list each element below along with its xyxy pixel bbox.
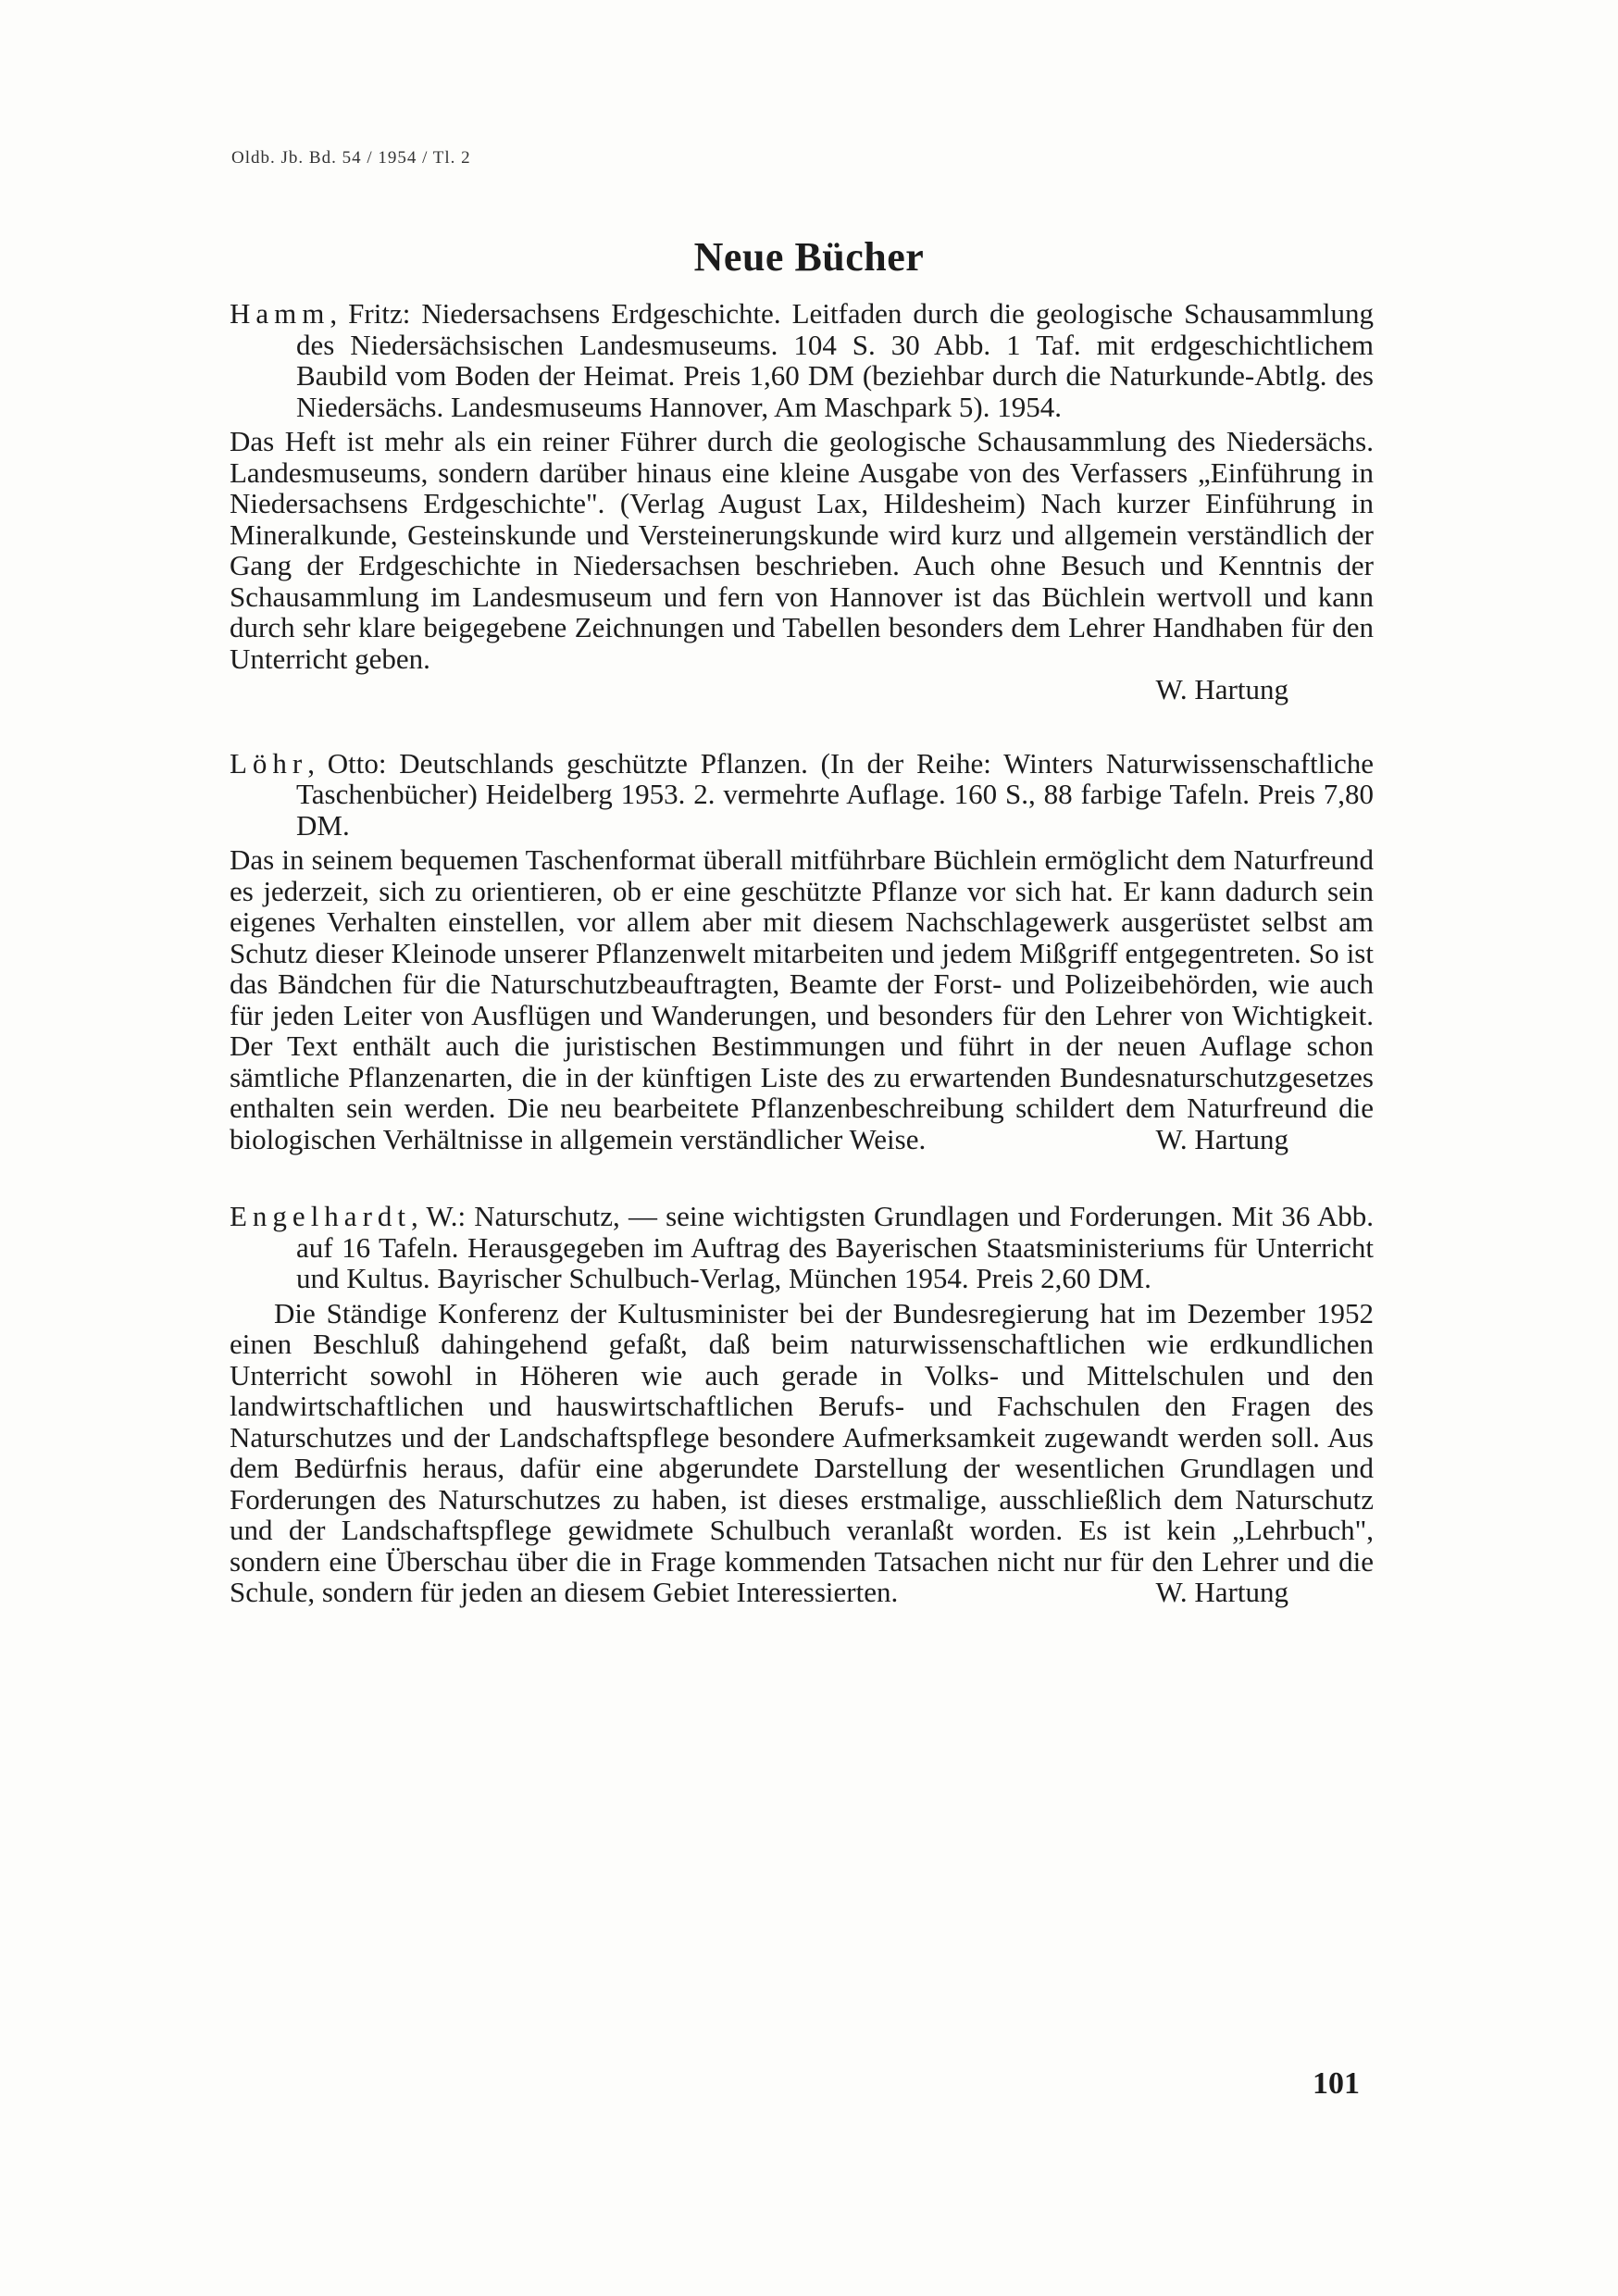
review-body — [230, 1298, 1374, 1608]
section-title: Neue Bücher — [693, 234, 925, 280]
review-entry-hamm — [230, 298, 1374, 705]
citation-text: , Fritz: Niedersachsens Erdgeschichte. Leitfaden durch die geologische Schausammlung des Niedersächsischen Landesmuseums. 104 S. 30 Abb. 1 Taf. mit erdgeschichtlichem Baubild vom Boden der Heimat. Preis 1,60 DM (beziehbar durch die Naturkunde-Abtlg. des Niedersächs. Landesmuseums Hannover, Am Maschpark 5). 1954. — [296, 297, 1374, 423]
review-citation — [230, 298, 1374, 422]
review-author: Löhr — [230, 746, 308, 780]
review-author: Hamm — [230, 297, 330, 330]
reviewer-name: W. Hartung — [1155, 673, 1288, 705]
review-body-text: Das in seinem bequemen Taschenformat überall mitführbare Büchlein ermöglicht dem Naturfreund es jederzeit, sich zu orientieren, ob er eine geschützte Pflanze vor sich hat. Er kann dadurch sein eigenes Verhalten einstellen, vor allem aber mit diesem Nachschlagewerk ausgerüstet selbst am Schutz dieser Kleinode unserer Pflanzenwelt mitarbeiten und jedem Mißgriff entgegentreten. So ist das Bändchen für die Naturschutzbeauftragten, Beamte der Forst- und Polizeibehörden, wie auch für jeden Leiter von Ausflügen und Wanderungen, und besonders für den Lehrer von Wichtigkeit. Der Text enthält auch die juristischen Bestimmungen und führt in der neuen Auflage schon sämtliche Pflanzenarten, die in der künftigen Liste des zu erwartenden Bundesnaturschutzgesetzes enthalten sein werden. Die neu bearbeitete Pflanzenbeschreibung schildert dem Naturfreund die biologischen Verhältnisse in allgemein verständlicher Weise. — [230, 843, 1374, 1155]
review-citation — [230, 1201, 1374, 1294]
review-body: Das Heft ist mehr als ein reiner Führer durch die geologische Schausammlung des Niedersächs. Landesmuseums, sondern darüber hinaus eine kleine Ausgabe von des Verfassers „Einführung in Niedersachsens Erdgeschichte". (Verlag August Lax, Hildesheim) Nach kurzer Einführung in Mineralkunde, Gesteinskunde und Versteinerungskunde wird kurz und allgemein verständlich der Gang der Erdgeschichte in Niedersachsen beschrieben. Auch ohne Besuch und Kenntnis der Schausammlung im Landesmuseum und fern von Hannover ist das Büchlein wertvoll und kann durch sehr klare beigegebene Zeichnungen und Tabellen besonders dem Lehrer Handhaben für den Unterricht geben. — [230, 425, 1374, 675]
reviews-column — [230, 298, 1374, 1608]
citation-text: , Otto: Deutschlands geschützte Pflanzen. (In der Reihe: Winters Naturwissenschaftliche Taschenbücher) Heidelberg 1953. 2. vermehrte Auflage. 160 S., 88 farbige Tafeln. Preis 7,80 DM. — [296, 746, 1374, 842]
review-entry-loehr — [230, 748, 1374, 1155]
entry-spacer — [230, 1154, 1374, 1201]
review-citation — [230, 748, 1374, 842]
page-number: 101 — [1313, 2066, 1360, 2101]
reviewer-name: W. Hartung — [1155, 1122, 1288, 1155]
entry-spacer — [230, 705, 1374, 748]
reviewer-name: W. Hartung — [1155, 1576, 1288, 1608]
running-header: Oldb. Jb. Bd. 54 / 1954 / Tl. 2 — [231, 148, 471, 168]
citation-text: , W.: Naturschutz, — seine wichtigsten Grundlagen und Forderungen. Mit 36 Abb. auf 16 Tafeln. Herausgegeben im Auftrag des Bayerischen Staatsministeriums für Unterricht und Kultus. Bayrischer Schulbuch-Verlag, München 1954. Preis 2,60 DM. — [296, 1200, 1374, 1294]
review-body-text: Die Ständige Konferenz der Kultusminister bei der Bundesregierung hat im Dezember 1952 einen Beschluß dahingehend gefaßt, daß beim naturwissenschaftlichen wie erdkundlichen Unterricht sowohl in Höheren wie auch gerade in Volks- und Mittelschulen und den landwirtschaftlichen und hauswirtschaftlichen Berufs- und Fachschulen den Fragen des Naturschutzes und der Landschaftspflege besondere Aufmerksamkeit zugewandt werden soll. Aus dem Bedürfnis heraus, dafür eine abgerundete Darstellung der wesentlichen Grundlagen und Forderungen des Naturschutzes zu haben, ist dieses erstmalige, ausschließlich dem Naturschutz und der Landschaftspflege gewidmete Schulbuch veranlaßt worden. Es ist kein „Lehrbuch", sondern eine Überschau über die in Frage kommenden Tatsachen nicht nur für den Lehrer und die Schule, sondern für jeden an diesem Gebiet Interessierten. — [230, 1296, 1374, 1608]
review-author: Engelhardt — [230, 1200, 412, 1232]
review-entry-engelhardt — [230, 1201, 1374, 1608]
review-body — [230, 844, 1374, 1154]
